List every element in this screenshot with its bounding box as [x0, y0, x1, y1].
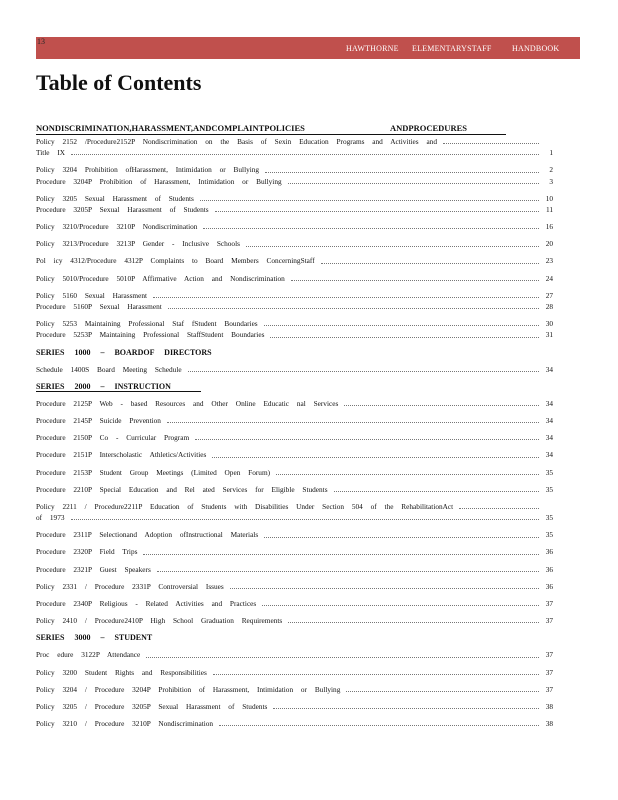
toc-line-text: Procedure 3204P Prohibition of Harassment, Intimidation or Bullying: [36, 176, 282, 186]
toc-line[interactable]: [36, 598, 553, 609]
toc-line-text: Policy 2331 / Procedure 2331P Controversial Issues: [36, 581, 224, 591]
series-2000-heading: [36, 381, 553, 393]
toc-line[interactable]: [36, 512, 553, 523]
toc-line-text: Procedure 2151P Interscholastic Athletics/Activities: [36, 450, 207, 460]
toc-entry: [36, 529, 553, 540]
toc-page-number: 2: [549, 165, 553, 175]
toc-entry: [36, 667, 553, 678]
toc-page-number: 35: [545, 467, 553, 477]
toc-entry: [36, 501, 553, 523]
toc-page-number: 35: [545, 484, 553, 494]
toc-line[interactable]: [36, 290, 553, 301]
toc-entry: [36, 467, 553, 478]
toc-line[interactable]: [36, 529, 553, 540]
toc-page-number: 23: [545, 256, 553, 266]
dot-leader: [264, 325, 539, 326]
dot-leader: [270, 337, 539, 338]
dot-leader: [219, 725, 539, 726]
toc-line-text: Procedure 5253P Maintaining Professional StaffStudent Boundaries: [36, 330, 265, 340]
toc-line[interactable]: [36, 718, 553, 729]
toc-line[interactable]: [36, 164, 553, 175]
toc-line-text: Policy 3205 / Procedure 3205P Sexual Harassment of Students: [36, 701, 268, 711]
toc-line[interactable]: [36, 649, 553, 660]
toc-line[interactable]: [36, 449, 553, 460]
toc-entry: [36, 701, 553, 712]
dot-leader: [334, 491, 539, 492]
dot-leader: [71, 519, 540, 520]
toc-entry: [36, 564, 553, 575]
toc-entry: [36, 484, 553, 495]
toc-line-text: Procedure 3205P Sexual Harassment of Students: [36, 204, 209, 214]
dot-leader: [264, 537, 539, 538]
toc-line-text: Policy 3210 / Procedure 3210P Nondiscrimination: [36, 719, 214, 729]
dot-leader: [153, 297, 539, 298]
toc-line-text: Procedure 2311P Selectionand Adoption ofInstructional Materials: [36, 530, 259, 540]
toc-line-text: Procedure 5160P Sexual Harassment: [36, 302, 162, 312]
toc-page-number: 34: [545, 364, 553, 374]
toc-entry: [36, 273, 553, 284]
toc-line-text: Proc edure 3122P Attendance: [36, 650, 141, 660]
toc-line[interactable]: [36, 256, 553, 267]
dot-leader: [291, 280, 539, 281]
toc-line[interactable]: [36, 301, 553, 312]
toc-line-text: Policy 2152 /Procedure2152P Nondiscrimination on the Basis of Sexin Education Programs and Activities and: [36, 136, 437, 146]
toc-entry: [36, 364, 553, 375]
header-bar: [36, 37, 580, 59]
page-title: Table of Contents: [36, 70, 202, 95]
toc-page-number: 38: [545, 701, 553, 711]
dot-leader: [200, 200, 539, 201]
dot-leader: [262, 605, 539, 606]
dot-leader: [443, 143, 539, 144]
toc-line-text: Schedule 1400S Board Meeting Schedule: [36, 364, 182, 374]
dot-leader: [203, 228, 539, 229]
toc-line[interactable]: [36, 415, 553, 426]
toc-line[interactable]: [36, 667, 553, 678]
table-of-contents: [36, 123, 553, 735]
toc-line-text: Policy 2410 / Procedure2410P High School Graduation Requirements: [36, 616, 283, 626]
dot-leader: [265, 172, 539, 173]
toc-line-text: Policy 3213/Procedure 3213P Gender - Inclusive Schools: [36, 239, 240, 249]
toc-group-student: [36, 649, 553, 729]
toc-entry: [36, 221, 553, 232]
toc-page-number: 16: [545, 222, 553, 232]
toc-page-number: 36: [545, 581, 553, 591]
toc-line-text: Policy 3205 Sexual Harassment of Students: [36, 193, 194, 203]
toc-line-text: Procedure 2320P Field Trips: [36, 547, 138, 557]
toc-entry: [36, 432, 553, 443]
toc-entry: [36, 193, 553, 215]
dot-leader: [246, 246, 539, 247]
toc-line-text: Procedure 2210P Special Education and Rel ated Services for Eligible Students: [36, 484, 328, 494]
toc-line-text: Pol icy 4312/Procedure 4312P Complaints to Board Members ConcerningStaff: [36, 256, 315, 266]
dot-leader: [344, 405, 539, 406]
toc-page-number: 37: [545, 667, 553, 677]
series-3000-heading: SERIES 3000 – STUDENT: [36, 633, 153, 643]
toc-line[interactable]: [36, 147, 553, 158]
toc-entry: [36, 164, 553, 186]
toc-line[interactable]: [36, 484, 553, 495]
toc-entry: [36, 318, 553, 340]
dot-leader: [459, 508, 539, 509]
toc-line-text: Procedure 2145P Suicide Prevention: [36, 415, 161, 425]
dot-leader: [230, 588, 539, 589]
toc-entry: [36, 547, 553, 558]
toc-page-number: 35: [545, 530, 553, 540]
toc-line-text: of 1973: [36, 513, 65, 523]
toc-page-number: 1: [549, 148, 553, 158]
toc-line[interactable]: [36, 615, 553, 626]
toc-entry: [36, 649, 553, 660]
toc-line[interactable]: [36, 176, 553, 187]
toc-group-board: [36, 364, 553, 375]
toc-line[interactable]: [36, 398, 553, 409]
toc-line[interactable]: [36, 238, 553, 249]
toc-line[interactable]: [36, 221, 553, 232]
toc-page-number: 20: [545, 239, 553, 249]
header-staff-label: ELEMENTARYSTAFF: [412, 44, 492, 53]
section-heading-left: NONDISCRIMINATION,HARASSMENT,ANDCOMPLAINTPOLICIES: [36, 123, 305, 133]
toc-line-text: Title IX: [36, 148, 66, 158]
toc-entry: [36, 598, 553, 609]
section-heading-right: ANDPROCEDURES: [390, 123, 467, 133]
toc-page-number: 38: [545, 719, 553, 729]
series-1000-heading: SERIES 1000 – BOARDOF DIRECTORS: [36, 347, 212, 357]
toc-line[interactable]: [36, 193, 553, 204]
dot-leader: [276, 474, 539, 475]
dot-leader: [273, 708, 539, 709]
toc-page-number: 37: [545, 650, 553, 660]
dot-leader: [213, 674, 539, 675]
toc-line-text: Procedure 2321P Guest Speakers: [36, 564, 151, 574]
toc-line[interactable]: [36, 273, 553, 284]
toc-page-number: 27: [545, 290, 553, 300]
toc-line[interactable]: [36, 547, 553, 558]
dot-leader: [346, 691, 539, 692]
toc-page-number: 37: [545, 599, 553, 609]
toc-page-number: 31: [545, 330, 553, 340]
toc-entry: [36, 581, 553, 592]
toc-line[interactable]: [36, 136, 553, 147]
toc-page-number: 3: [549, 176, 553, 186]
dot-leader: [212, 457, 539, 458]
toc-entry: [36, 136, 553, 158]
dot-leader: [288, 622, 539, 623]
toc-page-number: 11: [545, 204, 553, 214]
toc-line[interactable]: [36, 564, 553, 575]
toc-page-number: 34: [545, 415, 553, 425]
toc-entry: [36, 684, 553, 695]
toc-page-number: 36: [545, 564, 553, 574]
toc-line[interactable]: [36, 329, 553, 340]
dot-leader: [157, 571, 539, 572]
toc-line-text: Procedure 2125P Web - based Resources and Other Online Educatic nal Services: [36, 398, 339, 408]
toc-page-number: 30: [545, 319, 553, 329]
toc-line[interactable]: [36, 581, 553, 592]
header-school-name: HAWTHORNE: [346, 44, 399, 53]
toc-entry: [36, 398, 553, 409]
toc-entry: [36, 256, 553, 267]
toc-line[interactable]: [36, 364, 553, 375]
toc-line-text: Procedure 2340P Religious - Related Activities and Practices: [36, 599, 257, 609]
dot-leader: [215, 211, 539, 212]
toc-line[interactable]: [36, 701, 553, 712]
dot-leader: [168, 308, 539, 309]
toc-line-text: Procedure 2150P Co - Curricular Program: [36, 433, 190, 443]
dot-leader: [167, 422, 539, 423]
toc-line-text: Policy 5253 Maintaining Professional Staf fStudent Boundaries: [36, 319, 258, 329]
toc-page-number: 37: [545, 616, 553, 626]
header-handbook-label: HANDBOOK: [512, 44, 560, 53]
dot-leader: [143, 554, 539, 555]
toc-page-number: 24: [545, 273, 553, 283]
toc-group-instruction: [36, 398, 553, 627]
toc-page-number: 34: [545, 450, 553, 460]
toc-line[interactable]: [36, 684, 553, 695]
dot-leader: [188, 371, 539, 372]
toc-entry: [36, 718, 553, 729]
toc-line-text: Policy 5010/Procedure 5010P Affirmative Action and Nondiscrimination: [36, 273, 285, 283]
toc-line[interactable]: [36, 204, 553, 215]
toc-line-text: Policy 3210/Procedure 3210P Nondiscrimination: [36, 222, 198, 232]
dot-leader: [288, 183, 539, 184]
section-heading-nondiscrimination: [36, 123, 506, 135]
toc-line[interactable]: [36, 432, 553, 443]
toc-line-text: Policy 5160 Sexual Harassment: [36, 290, 148, 300]
dot-leader: [71, 154, 539, 155]
toc-entry: [36, 449, 553, 460]
toc-entry: [36, 290, 553, 312]
toc-entry: [36, 615, 553, 626]
toc-entry: [36, 415, 553, 426]
toc-line-text: Policy 2211 / Procedure2211P Education of Students with Disabilities Under Section 504 of the RehabilitationAct: [36, 501, 454, 511]
toc-line-text: Policy 3204 Prohibition ofHarassment, Intimidation or Bullying: [36, 165, 260, 175]
toc-line[interactable]: [36, 318, 553, 329]
toc-line-text: Policy 3204 / Procedure 3204P Prohibition of Harassment, Intimidation or Bullying: [36, 684, 341, 694]
series-2000-label: SERIES 2000 – INSTRUCTION: [36, 382, 201, 392]
toc-entry: [36, 238, 553, 249]
toc-page-number: 37: [545, 684, 553, 694]
dot-leader: [195, 439, 539, 440]
toc-page-number: 35: [545, 513, 553, 523]
toc-line[interactable]: [36, 467, 553, 478]
toc-page-number: 28: [545, 302, 553, 312]
toc-line[interactable]: [36, 501, 553, 512]
toc-line-text: Procedure 2153P Student Group Meetings (Limited Open Forum): [36, 467, 271, 477]
dot-leader: [146, 657, 539, 658]
page-number: 13: [37, 37, 45, 46]
dot-leader: [321, 263, 539, 264]
toc-page-number: 36: [545, 547, 553, 557]
toc-page-number: 34: [545, 398, 553, 408]
toc-line-text: Policy 3200 Student Rights and Responsibilities: [36, 667, 207, 677]
toc-page-number: 34: [545, 433, 553, 443]
toc-page-number: 10: [545, 193, 553, 203]
toc-group-nondiscrimination: [36, 136, 553, 341]
